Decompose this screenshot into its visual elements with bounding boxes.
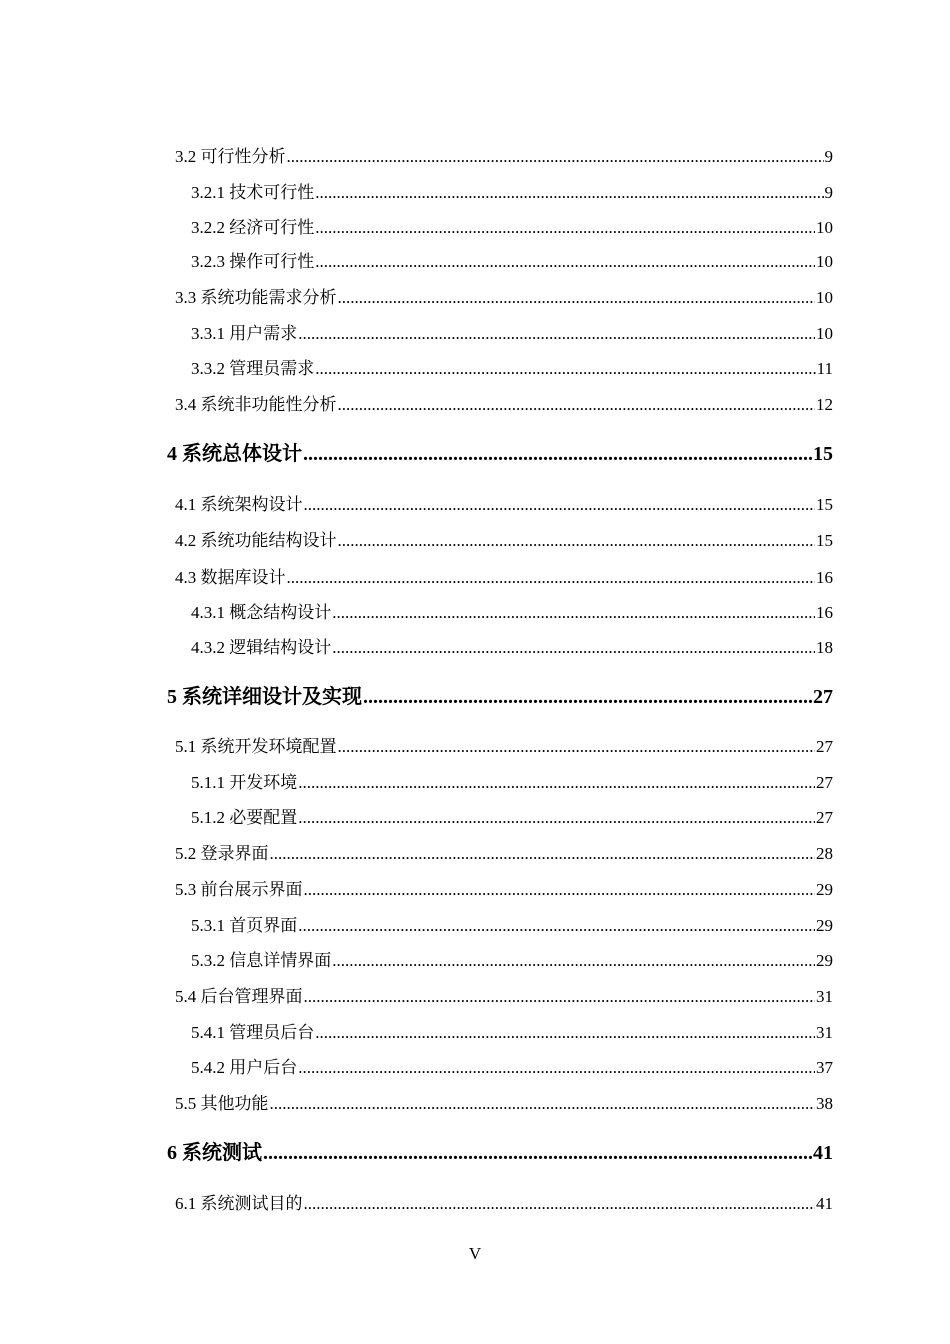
toc-entry-title: 5.1 系统开发环境配置 (175, 737, 337, 756)
toc-entry[interactable] (175, 843, 833, 865)
dot-leader (298, 915, 815, 937)
toc-entry-title: 5 系统详细设计及实现 (167, 686, 362, 708)
toc-entry[interactable] (191, 602, 833, 624)
dot-leader (304, 986, 816, 1008)
toc-entry[interactable] (191, 1022, 833, 1044)
toc-entry-title: 5.4 后台管理界面 (175, 987, 303, 1006)
dot-leader (338, 530, 816, 552)
toc-entry[interactable] (191, 251, 833, 273)
toc-entry-title: 5.3.1 首页界面 (191, 916, 298, 935)
toc-entry[interactable] (191, 182, 833, 204)
dot-leader (338, 736, 816, 758)
toc-entry-page: 41 (813, 1142, 833, 1164)
toc-entry-title: 5.1.2 必要配置 (191, 808, 298, 827)
toc-entry[interactable] (175, 394, 833, 416)
page-number: V (468, 1244, 482, 1263)
toc-entry-title: 3.2 可行性分析 (175, 147, 286, 166)
toc-entry-title: 5.2 登录界面 (175, 844, 269, 863)
toc-entry-page: 16 (816, 568, 833, 587)
toc-entry-title: 3.2.1 技术可行性 (191, 183, 315, 202)
toc-entry-title: 4.3.1 概念结构设计 (191, 603, 332, 622)
toc-entry-page: 15 (816, 495, 833, 514)
dot-leader (315, 251, 815, 273)
toc-entry[interactable] (175, 567, 833, 589)
toc-entry-page: 10 (816, 218, 833, 237)
dot-leader (363, 684, 812, 710)
toc-entry-page: 27 (816, 737, 833, 756)
toc-entry-page: 9 (824, 147, 833, 166)
dot-leader (304, 494, 816, 516)
toc-entry-page: 29 (816, 880, 833, 899)
toc-entry[interactable] (191, 950, 833, 972)
toc-entry-title: 5.3.2 信息详情界面 (191, 951, 332, 970)
toc-entry-page: 10 (816, 252, 833, 271)
toc-chapter-entry[interactable] (167, 684, 833, 710)
dot-leader (304, 1193, 816, 1215)
dot-leader (303, 441, 812, 467)
toc-entry-page: 27 (816, 773, 833, 792)
dot-leader (332, 602, 815, 624)
dot-leader (298, 807, 815, 829)
toc-entry-page: 12 (816, 395, 833, 414)
toc-entry-title: 5.5 其他功能 (175, 1094, 269, 1113)
toc-entry-title: 6.1 系统测试目的 (175, 1194, 303, 1213)
toc-entry-page: 38 (816, 1094, 833, 1113)
toc-entry[interactable] (191, 915, 833, 937)
toc-entry-title: 5.4.1 管理员后台 (191, 1023, 315, 1042)
toc-entry-page: 10 (816, 288, 833, 307)
toc-entry[interactable] (191, 323, 833, 345)
toc-entry-title: 3.3.1 用户需求 (191, 324, 298, 343)
toc-entry-page: 29 (816, 951, 833, 970)
dot-leader (315, 358, 815, 380)
toc-entry-page: 11 (816, 359, 833, 378)
toc-entry-page: 9 (824, 183, 833, 202)
toc-entry-title: 4.3 数据库设计 (175, 568, 286, 587)
dot-leader (315, 182, 823, 204)
dot-leader (315, 217, 815, 239)
toc-entry[interactable] (175, 287, 833, 309)
toc-entry-page: 41 (816, 1194, 833, 1213)
toc-entry[interactable] (175, 986, 833, 1008)
dot-leader (298, 772, 815, 794)
toc-entry-title: 5.1.1 开发环境 (191, 773, 298, 792)
toc-entry-title: 3.3.2 管理员需求 (191, 359, 315, 378)
toc-entry-title: 3.4 系统非功能性分析 (175, 395, 337, 414)
toc-entry-title: 5.4.2 用户后台 (191, 1058, 298, 1077)
toc-entry-page: 16 (816, 603, 833, 622)
toc-entry-title: 5.3 前台展示界面 (175, 880, 303, 899)
toc-entry[interactable] (175, 879, 833, 901)
toc-chapter-entry[interactable] (167, 441, 833, 467)
toc-entry[interactable] (175, 494, 833, 516)
toc-entry-page: 27 (813, 686, 833, 708)
toc-entry-title: 4.2 系统功能结构设计 (175, 531, 337, 550)
toc-entry[interactable] (175, 530, 833, 552)
dot-leader (338, 394, 816, 416)
toc-entry-page: 28 (816, 844, 833, 863)
dot-leader (270, 1093, 816, 1115)
toc-entry-title: 3.2.3 操作可行性 (191, 252, 315, 271)
toc-entry-page: 31 (816, 1023, 833, 1042)
toc-entry-title: 4.1 系统架构设计 (175, 495, 303, 514)
dot-leader (332, 637, 815, 659)
toc-entry[interactable] (191, 217, 833, 239)
toc-entry[interactable] (175, 1193, 833, 1215)
toc-entry-title: 6 系统测试 (167, 1142, 262, 1164)
toc-entry[interactable] (191, 1057, 833, 1079)
toc-entry-page: 27 (816, 808, 833, 827)
toc-entry[interactable] (191, 358, 833, 380)
dot-leader (304, 879, 816, 901)
toc-chapter-entry[interactable] (167, 1140, 833, 1166)
toc-entry-title: 3.2.2 经济可行性 (191, 218, 315, 237)
dot-leader (338, 287, 816, 309)
dot-leader (287, 567, 816, 589)
dot-leader (315, 1022, 815, 1044)
toc-entry-page: 15 (816, 531, 833, 550)
toc-entry[interactable] (175, 736, 833, 758)
toc-entry-title: 3.3 系统功能需求分析 (175, 288, 337, 307)
dot-leader (332, 950, 815, 972)
toc-entry[interactable] (175, 1093, 833, 1115)
toc-entry[interactable] (191, 772, 833, 794)
toc-entry[interactable] (175, 146, 833, 168)
dot-leader (270, 843, 816, 865)
toc-entry[interactable] (191, 637, 833, 659)
toc-entry[interactable] (191, 807, 833, 829)
dot-leader (298, 1057, 815, 1079)
toc-entry-page: 18 (816, 638, 833, 657)
toc-entry-page: 10 (816, 324, 833, 343)
toc-entry-page: 15 (813, 443, 833, 465)
toc-entry-page: 31 (816, 987, 833, 1006)
dot-leader (298, 323, 815, 345)
dot-leader (263, 1140, 812, 1166)
toc-entry-page: 37 (816, 1058, 833, 1077)
toc-entry-page: 29 (816, 916, 833, 935)
toc-entry-title: 4 系统总体设计 (167, 443, 302, 465)
toc-entry-title: 4.3.2 逻辑结构设计 (191, 638, 332, 657)
dot-leader (287, 146, 824, 168)
